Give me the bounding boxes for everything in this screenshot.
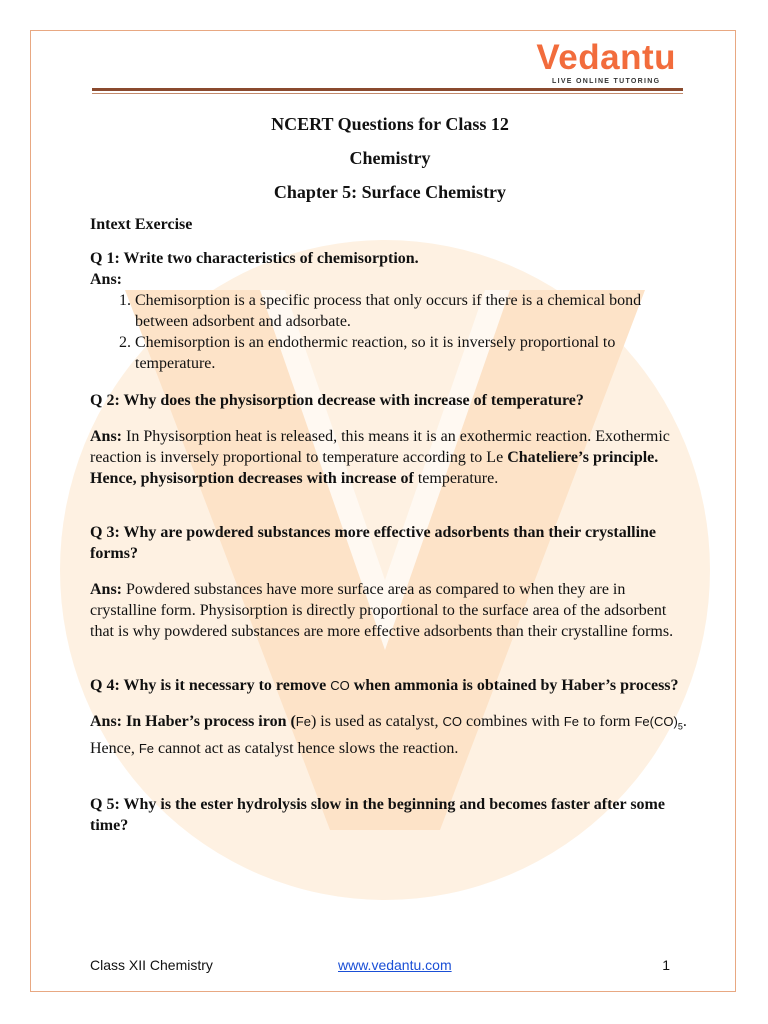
- question-2: Q 2: Why does the physisorption decrease with increase of temperature?: [90, 392, 584, 409]
- question-4: [90, 675, 690, 696]
- document-body: [90, 110, 690, 836]
- answer-3: [90, 579, 690, 642]
- question-1-block: [90, 248, 690, 374]
- question-4-block: [90, 675, 690, 759]
- answer-2-label: Ans:: [90, 428, 123, 445]
- question-4-text-b: when ammonia is obtained by Haber’s process?: [349, 677, 679, 694]
- header-rule-thin: [92, 93, 683, 94]
- answer-1-list: [90, 290, 690, 374]
- answer-4-text-a: In Haber’s process iron (: [122, 713, 296, 730]
- question-3-block: [90, 522, 690, 642]
- doc-subject: Chemistry: [349, 148, 431, 168]
- answer-2-text-a: In Physisorption heat is released, this means it is an exothermic reaction. Exothermic reaction is inversely proportional to temperature according to Le: [90, 428, 670, 466]
- question-4-text-a: Q 4: Why is it necessary to remove: [90, 677, 331, 694]
- footer-page-number: 1: [662, 957, 670, 973]
- answer-4-label: Ans:: [90, 713, 123, 730]
- fe-formula: Fe: [295, 714, 311, 729]
- question-5: Q 5: Why is the ester hydrolysis slow in the beginning and becomes faster after some time?: [90, 795, 665, 834]
- answer-4-text-f: cannot act as catalyst hence slows the reaction.: [154, 739, 459, 757]
- answer-4: [90, 711, 690, 759]
- question-2-block: [90, 390, 690, 489]
- answer-4-text-c: combines with: [462, 713, 564, 730]
- list-item: 1. Chemisorption is a specific process that only occurs if there is a chemical bond between adsorbent and adsorbate.: [135, 290, 690, 332]
- question-1: Q 1: Write two characteristics of chemisorption.: [90, 250, 419, 267]
- logo-tagline: LIVE ONLINE TUTORING: [552, 78, 661, 85]
- answer-4-text-d: to form: [578, 713, 635, 730]
- fe-formula: Fe: [563, 714, 579, 729]
- feco-text: Fe(CO): [634, 714, 678, 729]
- co-formula: CO: [442, 714, 462, 729]
- footer-class-label: Class XII Chemistry: [90, 957, 213, 973]
- doc-title: NCERT Questions for Class 12: [271, 114, 509, 134]
- doc-chapter: Chapter 5: Surface Chemistry: [273, 182, 507, 202]
- question-5-block: [90, 794, 690, 836]
- logo-wordmark: Vedantu: [536, 38, 676, 77]
- answer-3-label: Ans:: [90, 581, 123, 598]
- answer-2-text-c: temperature.: [413, 470, 499, 487]
- answer-4-text-e: . Hence,: [90, 713, 687, 757]
- subscript-5: 5: [677, 721, 683, 732]
- answer-1-label: Ans:: [90, 271, 123, 288]
- answer-2: [90, 426, 690, 489]
- answer-2-text-b: Chateliere’s principle. Hence, physisorption decreases with increase of: [90, 449, 659, 487]
- co-formula: CO: [330, 678, 350, 693]
- question-3: Q 3: Why are powdered substances more effective adsorbents than their crystalline forms?: [90, 524, 657, 562]
- header-rule: [92, 88, 683, 91]
- section-heading: Intext Exercise: [90, 216, 193, 233]
- vedantu-logo: [536, 38, 676, 85]
- footer-website-link[interactable]: www.vedantu.com: [338, 957, 452, 973]
- feco5-formula: [634, 714, 683, 732]
- answer-4-text-b: ) is used as catalyst,: [310, 713, 443, 730]
- list-item: 2. Chemisorption is an endothermic reaction, so it is inversely proportional to temperature.: [135, 332, 690, 374]
- fe-formula: Fe: [138, 740, 155, 756]
- answer-3-text: Powdered substances have more surface area as compared to when they are in crystalline form. Physisorption is directly proportional to the surface area of the adsorbent that is why powdered substances are more effective adsorbents than their crystalline forms.: [90, 581, 674, 640]
